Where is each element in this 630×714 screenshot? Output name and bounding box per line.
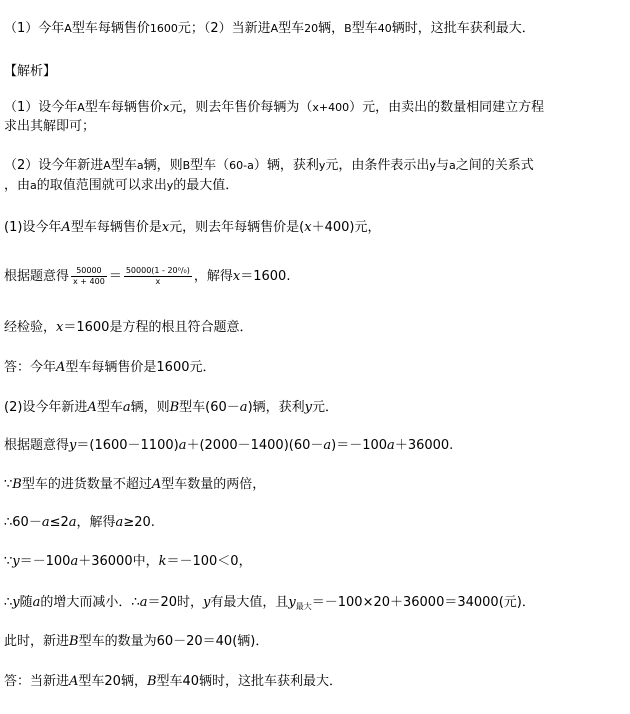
answer-text: 20 <box>304 22 319 35</box>
math-var: a <box>70 554 79 569</box>
solution-text: ＋400)元， <box>311 220 381 235</box>
math-var: x <box>304 220 312 235</box>
solution-line-10 <box>4 594 535 616</box>
solution-text: 型车(60－ <box>179 400 240 415</box>
solution-text: ＝－100 <box>19 554 71 569</box>
math-var: B <box>12 477 22 492</box>
math-var: y <box>288 595 296 610</box>
solution-text: ＝(1600－1100) <box>76 438 179 453</box>
math-var: A <box>61 220 71 235</box>
solution-text: 辆，则 <box>130 400 170 415</box>
solution-text: ∴60－ <box>4 515 42 530</box>
math-var: a <box>41 515 50 530</box>
solution-line-2 <box>4 266 290 287</box>
math-var: a <box>239 400 248 415</box>
fraction-numerator: 50000 <box>71 266 107 277</box>
fraction-denominator: x <box>155 277 161 286</box>
solution-text: 型车的进货数量不超过 <box>21 477 152 492</box>
analysis-text: B <box>182 159 191 172</box>
math-var: a <box>139 595 148 610</box>
solution-text: ，解得 <box>193 269 233 284</box>
math-var: x <box>232 269 241 284</box>
analysis-text: 辆，则 <box>143 158 183 173</box>
solution-text: ≥20. <box>123 515 155 530</box>
math-var: B <box>169 400 180 415</box>
answer-text: 型车 <box>278 21 305 36</box>
analysis-text: y <box>166 179 174 192</box>
solution-text: (1)设今年 <box>4 220 62 235</box>
analysis-2-line-2 <box>4 177 238 195</box>
answer-text: A <box>64 22 72 35</box>
solution-text: 型车20辆， <box>78 674 147 689</box>
fraction-numerator: 50000(1 - 20⁰/₀) <box>125 266 190 275</box>
answer-text: B <box>344 22 352 35</box>
answer-text: 型车 <box>351 21 378 36</box>
solution-line-4 <box>4 359 216 377</box>
fraction-right <box>124 266 192 287</box>
solution-text: 答：当新进 <box>4 674 70 689</box>
analysis-text: ）元，由卖出的数量相同建立方程 <box>349 100 545 115</box>
math-var: x <box>56 320 64 335</box>
analysis-1-line-1 <box>4 99 544 117</box>
answer-text: 1600 <box>149 22 178 35</box>
equals-sign: ＝ <box>108 269 122 284</box>
analysis-text: 型车 <box>110 158 137 173</box>
solution-text: ，解得 <box>76 515 116 530</box>
analysis-text: a <box>136 159 144 172</box>
math-var: a <box>32 595 41 610</box>
solution-text: ∵ <box>4 554 13 569</box>
solution-text: 经检验， <box>4 320 57 335</box>
analysis-text: 元，则去年售价每辆为（ <box>169 100 313 115</box>
analysis-text: y <box>429 159 436 172</box>
analysis-text: 的最大值． <box>173 178 239 193</box>
solution-line-3 <box>4 319 252 337</box>
analysis-text: 型车每辆售价 <box>84 100 163 115</box>
solution-text: ＝1600是方程的根且符合题意． <box>63 320 253 335</box>
solution-text: ＋(2000－1400)(60－ <box>186 438 324 453</box>
solution-text: 答：今年 <box>4 360 57 375</box>
solution-text: 元，则去年每辆售价是( <box>169 220 305 235</box>
analysis-1-line-2: 求出其解即可； <box>4 119 96 134</box>
solution-text: ＝－100×20＋36000＝34000(元)． <box>311 595 535 610</box>
solution-line-9 <box>4 553 252 571</box>
math-var: a <box>387 438 395 453</box>
solution-text: ＋36000中， <box>78 554 159 569</box>
solution-text: 根据题意得 <box>4 438 70 453</box>
solution-text: 元． <box>312 400 339 415</box>
analysis-heading: 【解析】 <box>4 64 57 79</box>
solution-text: 此时，新进 <box>4 634 70 649</box>
analysis-text: 型车（ <box>190 158 230 173</box>
solution-text: 的增大而减小．∴ <box>40 595 140 610</box>
fraction-denominator: x + 400 <box>73 277 105 286</box>
math-var: a <box>68 515 77 530</box>
analysis-text: A <box>103 159 111 172</box>
solution-text: 型车每辆售价是1600元． <box>65 360 216 375</box>
math-var: k <box>158 554 167 569</box>
math-var: A <box>69 674 79 689</box>
solution-line-12 <box>4 673 342 691</box>
analysis-text: A <box>77 101 85 114</box>
analysis-text: a <box>448 159 456 172</box>
math-var: x <box>161 220 170 235</box>
solution-line-6 <box>4 437 453 455</box>
solution-text: ＝－100＜0， <box>166 554 252 569</box>
math-var: y <box>304 400 312 415</box>
analysis-text: x <box>162 101 170 114</box>
math-var: y <box>12 554 20 569</box>
analysis-text: 之间的关系式 <box>455 158 534 173</box>
math-var: y <box>12 595 20 610</box>
solution-text: (2)设今年新进 <box>4 400 88 415</box>
answer-text: （1）今年 <box>4 21 65 36</box>
math-var: a <box>178 438 187 453</box>
solution-text: ∵ <box>4 477 13 492</box>
solution-text: 随 <box>19 595 33 610</box>
fraction-left <box>71 266 107 287</box>
subscript: 最大 <box>295 602 312 611</box>
solution-text: ＋36000. <box>394 438 454 453</box>
solution-text: 型车数量的两倍， <box>161 477 266 492</box>
answer-text: 元；（2）当新进 <box>177 21 271 36</box>
solution-line-7 <box>4 476 265 494</box>
answer-summary-line <box>4 20 535 38</box>
solution-text: ≤2 <box>49 515 69 530</box>
analysis-text: a <box>30 179 37 192</box>
solution-text: 型车 <box>96 400 123 415</box>
answer-text: 型车每辆售价 <box>71 21 150 36</box>
math-var: y <box>69 438 77 453</box>
solution-line-11 <box>4 633 268 651</box>
answer-text: 40 <box>377 22 392 35</box>
analysis-text: （1）设今年 <box>4 100 78 115</box>
analysis-text: y <box>318 159 326 172</box>
solution-text: 型车每辆售价是 <box>70 220 162 235</box>
math-var: A <box>151 477 162 492</box>
analysis-text: （2）设今年新进 <box>4 158 104 173</box>
solution-text: 有最大值，且 <box>210 595 289 610</box>
solution-text: 型车的数量为60－20＝40(辆)． <box>78 634 269 649</box>
math-var: a <box>122 400 131 415</box>
solution-text: 根据题意得 <box>4 269 70 284</box>
answer-text: 辆， <box>318 21 345 36</box>
solution-line-8 <box>4 514 155 532</box>
solution-text: ＝20时， <box>147 595 204 610</box>
analysis-text: x+400 <box>312 101 350 114</box>
math-var: A <box>87 400 97 415</box>
analysis-text: 与 <box>435 158 449 173</box>
analysis-text: 60-a <box>229 159 254 172</box>
analysis-text: 的取值范围就可以求出 <box>36 178 167 193</box>
analysis-text: 元，由条件表示出 <box>325 158 430 173</box>
solution-line-5 <box>4 399 338 417</box>
math-var: a <box>323 438 332 453</box>
math-var: B <box>69 634 79 649</box>
solution-line-1 <box>4 219 380 237</box>
math-var: y <box>203 595 211 610</box>
analysis-2-line-1 <box>4 157 534 175</box>
math-var: B <box>146 674 157 689</box>
answer-text: A <box>270 22 279 35</box>
analysis-text: ，由 <box>4 178 31 193</box>
math-var: A <box>56 360 66 375</box>
solution-text: )辆，获利 <box>247 400 305 415</box>
math-var: a <box>115 515 124 530</box>
solution-text: )＝－100 <box>331 438 388 453</box>
solution-text: 型车40辆时，这批车获利最大． <box>156 674 343 689</box>
solution-text: ∴ <box>4 595 13 610</box>
answer-text: 辆时，这批车获利最大． <box>391 21 535 36</box>
analysis-text: ）辆，获利 <box>253 158 319 173</box>
solution-text: ＝1600. <box>240 269 291 284</box>
